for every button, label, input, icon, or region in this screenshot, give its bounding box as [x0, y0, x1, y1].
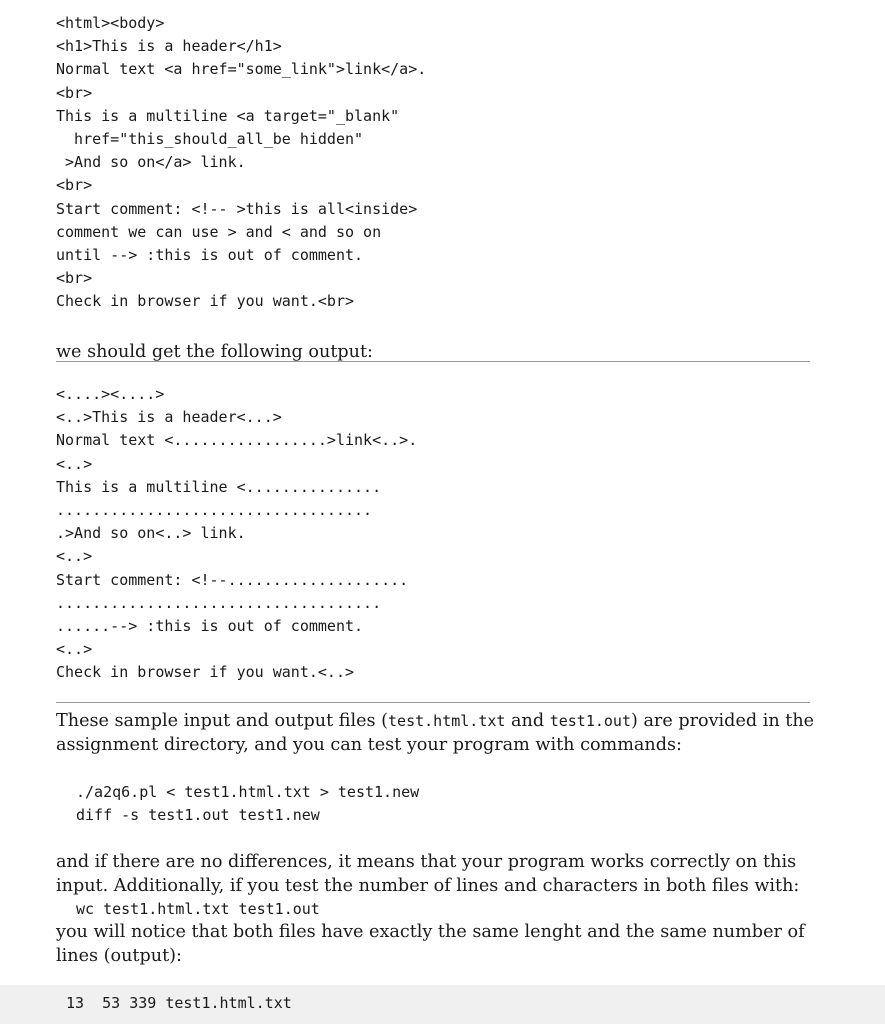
paragraph-text: and [505, 711, 550, 731]
code-line: ................................... [56, 500, 373, 519]
code-line: <br> [56, 83, 93, 102]
filename-output: test1.out [549, 712, 631, 730]
wc-command [76, 898, 320, 921]
code-line: >And so on</a> link. [56, 153, 246, 172]
code-line: href="this_should_all_be hidden" [56, 129, 364, 148]
code-line: <br> [56, 176, 93, 195]
code-line: <h1>This is a header</h1> [56, 37, 282, 56]
output-code-listing [56, 383, 417, 684]
divider-bottom [56, 702, 810, 703]
output-line: 13 53 339 test1.html.txt [66, 994, 292, 1012]
code-line: <....><....> [56, 385, 165, 403]
code-line: ......--> :this is out of comment. [56, 616, 364, 635]
filename-input: test.html.txt [388, 712, 506, 730]
code-line: <br> [56, 269, 93, 288]
code-line: Check in browser if you want.<br> [56, 292, 355, 311]
code-line: .>And so on<..> link. [56, 524, 246, 543]
paragraph-differences: and if there are no differences, it means that your program works correctly on this input. Additionally, if you test the number of lines and characters in both files with: [56, 852, 800, 896]
code-line: This is a multiline <............... [56, 477, 382, 496]
command-line: diff -s test1.out test1.new [76, 806, 320, 825]
command-line: wc test1.html.txt test1.out [76, 900, 320, 918]
input-code-listing [56, 12, 426, 313]
code-line: comment we can use > and < and so on [56, 222, 382, 241]
wc-output [66, 992, 292, 1015]
command-listing [76, 781, 419, 827]
command-line: ./a2q6.pl < test1.html.txt > test1.new [76, 783, 420, 801]
code-line: Start comment: <!-- >this is all<inside> [56, 199, 418, 218]
output-heading: we should get the following output: [56, 342, 373, 362]
code-line: Check in browser if you want.<..> [56, 663, 355, 682]
code-line: Start comment: <!--.................... [56, 570, 409, 589]
code-line: This is a multiline <a target="_blank" [56, 106, 400, 125]
paragraph-text: These sample input and output files ( [56, 711, 389, 731]
code-line: <..> [56, 547, 93, 566]
code-line: until --> :this is out of comment. [56, 245, 364, 264]
code-line: Normal text <a href="some_link">link</a>. [56, 60, 427, 79]
code-line: <html><body> [56, 14, 165, 32]
paragraph-sample-files [56, 709, 816, 757]
divider-top [56, 361, 810, 362]
code-line: .................................... [56, 593, 382, 612]
code-line: <..> [56, 640, 93, 659]
paragraph-text: ) are provided in the assignment directory, and you can test your program with commands: [56, 711, 815, 755]
paragraph-same-length: you will notice that both files have exactly the same lenght and the same number of lines (output): [56, 922, 805, 966]
code-line: <..>This is a header<...> [56, 408, 282, 427]
code-line: <..> [56, 454, 93, 473]
code-line: Normal text <.................>link<..>. [56, 431, 418, 450]
